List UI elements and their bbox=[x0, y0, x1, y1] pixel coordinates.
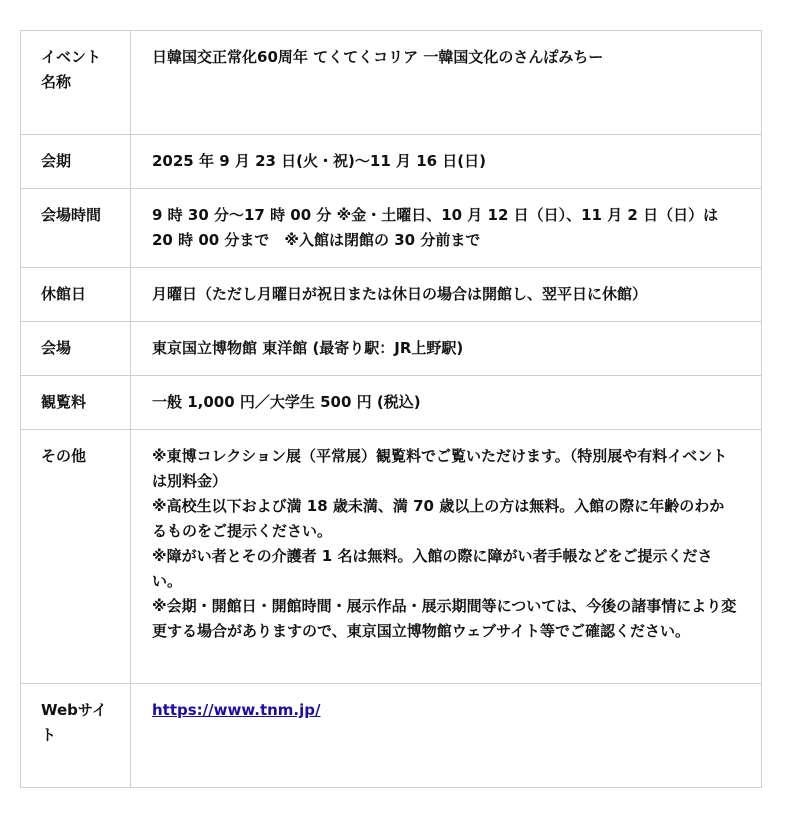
website-value bbox=[131, 684, 762, 788]
other-note: ※障がい者とその介護者 1 名は無料。入館の際に障がい者手帳などをご提示ください。 bbox=[152, 547, 713, 590]
other-note: ※会期・開館日・開館時間・展示作品・展示期間等については、今後の諸事情により変更する場合がありますので、東京国立博物館ウェブサイト等でご確認ください。 bbox=[152, 597, 737, 640]
table-row-other bbox=[21, 430, 762, 684]
closed-days-label: 休館日 bbox=[21, 268, 131, 322]
period-value: 2025 年 9 月 23 日(火・祝)〜11 月 16 日(日) bbox=[131, 135, 762, 189]
website-link[interactable]: https://www.tnm.jp/ bbox=[152, 701, 321, 719]
other-label: その他 bbox=[21, 430, 131, 684]
venue-label: 会場 bbox=[21, 322, 131, 376]
table-row-website bbox=[21, 684, 762, 788]
closed-days-value: 月曜日（ただし月曜日が祝日または休日の場合は開館し、翌平日に休館） bbox=[131, 268, 762, 322]
table-row-closed-days bbox=[21, 268, 762, 322]
table-row-venue bbox=[21, 322, 762, 376]
fee-label: 観覧料 bbox=[21, 376, 131, 430]
website-label: Webサイト bbox=[21, 684, 131, 788]
hours-label: 会場時間 bbox=[21, 189, 131, 268]
hours-value: 9 時 30 分〜17 時 00 分 ※金・土曜日、10 月 12 日（日）、11 月 2 日（日）は 20 時 00 分まで ※入館は閉館の 30 分前まで bbox=[131, 189, 762, 268]
event-name-value: 日韓国交正常化60周年 てくてくコリア 一韓国文化のさんぽみちー bbox=[131, 31, 762, 135]
table-row-period bbox=[21, 135, 762, 189]
other-note: ※東博コレクション展（平常展）観覧料でご覧いただけます。（特別展や有料イベントは別料金） bbox=[152, 447, 728, 490]
table-row-fee bbox=[21, 376, 762, 430]
table-row-hours bbox=[21, 189, 762, 268]
event-name-label: イベント名称 bbox=[21, 31, 131, 135]
event-info-table bbox=[20, 30, 762, 788]
table-row-event-name bbox=[21, 31, 762, 135]
other-notes bbox=[131, 430, 762, 684]
period-label: 会期 bbox=[21, 135, 131, 189]
venue-value: 東京国立博物館 東洋館 (最寄り駅：JR上野駅) bbox=[131, 322, 762, 376]
fee-value: 一般 1,000 円／大学生 500 円 (税込) bbox=[131, 376, 762, 430]
other-note: ※高校生以下および満 18 歳未満、満 70 歳以上の方は無料。入館の際に年齢のわかるものをご提示ください。 bbox=[152, 497, 725, 540]
